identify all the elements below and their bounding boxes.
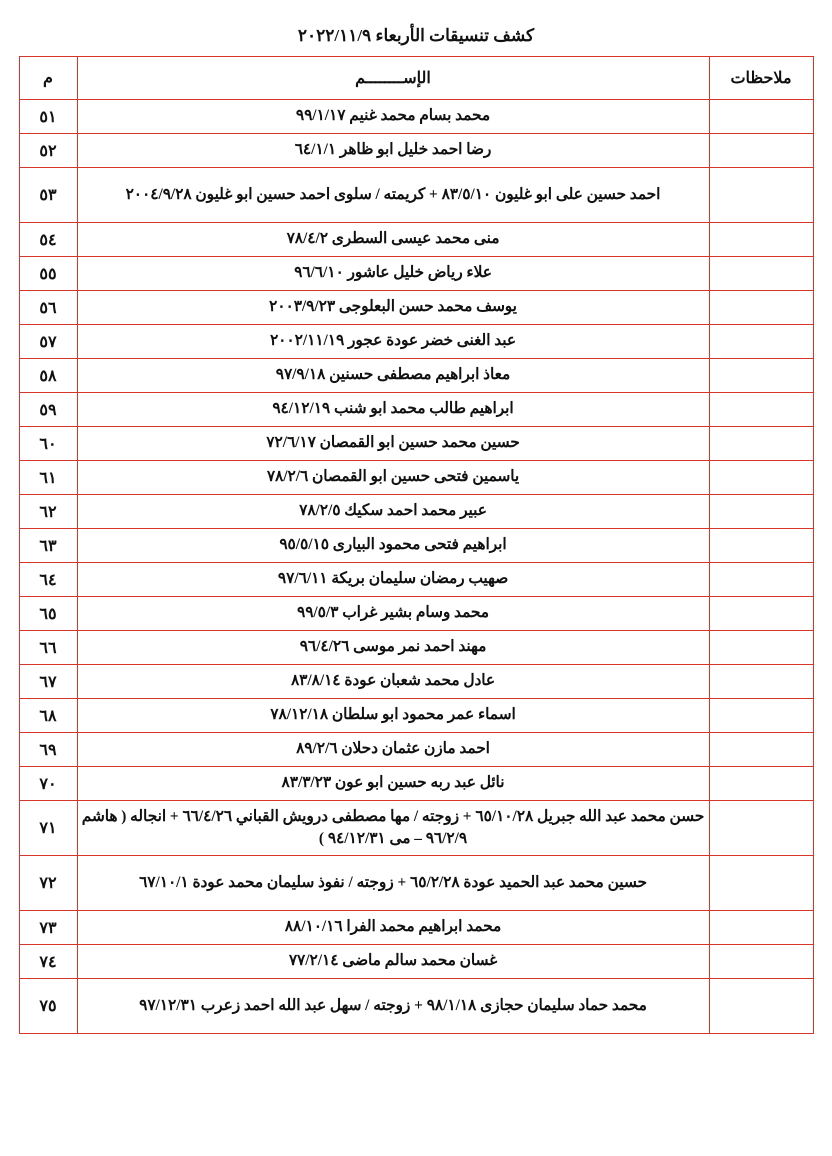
cell-name: مهند احمد نمر موسى ٩٦/٤/٢٦: [77, 631, 709, 665]
column-header-notes: ملاحظات: [709, 57, 813, 100]
cell-number: ٧٤: [19, 945, 77, 979]
table-row: [19, 461, 813, 495]
cell-name: نائل عبد ربه حسين ابو عون ٨٣/٣/٢٣: [77, 767, 709, 801]
cell-name: حسين محمد عبد الحميد عودة ٦٥/٢/٢٨ + زوجته / نفوذ سليمان محمد عودة ٦٧/١٠/١: [77, 856, 709, 911]
cell-number: ٥٨: [19, 359, 77, 393]
column-header-name: الإســــــــم: [77, 57, 709, 100]
cell-name: محمد وسام بشير غراب ٩٩/٥/٣: [77, 597, 709, 631]
cell-name: اسماء عمر محمود ابو سلطان ٧٨/١٢/١٨: [77, 699, 709, 733]
cell-number: ٦٣: [19, 529, 77, 563]
table-row: [19, 291, 813, 325]
cell-number: ٥٦: [19, 291, 77, 325]
cell-notes: [709, 856, 813, 911]
cell-number: ٥٥: [19, 257, 77, 291]
cell-name: عبد الغنى خضر عودة عجور ٢٠٠٢/١١/١٩: [77, 325, 709, 359]
table-row: [19, 911, 813, 945]
cell-name: يوسف محمد حسن البعلوجى ٢٠٠٣/٩/٢٣: [77, 291, 709, 325]
cell-name: ابراهيم فتحى محمود البيارى ٩٥/٥/١٥: [77, 529, 709, 563]
cell-notes: [709, 665, 813, 699]
cell-notes: [709, 427, 813, 461]
cell-notes: [709, 461, 813, 495]
cell-notes: [709, 223, 813, 257]
table-row: [19, 427, 813, 461]
cell-name: احمد مازن عثمان دحلان ٨٩/٢/٦: [77, 733, 709, 767]
cell-name: ياسمين فتحى حسين ابو القمصان ٧٨/٢/٦: [77, 461, 709, 495]
cell-number: ٦٢: [19, 495, 77, 529]
cell-notes: [709, 257, 813, 291]
table-row: [19, 733, 813, 767]
table-row: [19, 257, 813, 291]
cell-notes: [709, 563, 813, 597]
table-row: [19, 563, 813, 597]
cell-name: علاء رياض خليل عاشور ٩٦/٦/١٠: [77, 257, 709, 291]
cell-notes: [709, 100, 813, 134]
table-row: [19, 325, 813, 359]
table-row: [19, 393, 813, 427]
cell-name: عادل محمد شعبان عودة ٨٣/٨/١٤: [77, 665, 709, 699]
table-row: [19, 801, 813, 856]
cell-name: معاذ ابراهيم مصطفى حسنين ٩٧/٩/١٨: [77, 359, 709, 393]
cell-name: حسن محمد عبد الله جبريل ٦٥/١٠/٢٨ + زوجته / مها مصطفى درويش القباني ٦٦/٤/٢٦ + انجاله ( هاشم ٩٦/٢/٩ – مى ٩٤/١٢/٣١ ): [77, 801, 709, 856]
cell-name: رضا احمد خليل ابو ظاهر ٦٤/١/١: [77, 134, 709, 168]
cell-notes: [709, 168, 813, 223]
cell-notes: [709, 699, 813, 733]
cell-notes: [709, 529, 813, 563]
table-row: [19, 699, 813, 733]
cell-number: ٥٩: [19, 393, 77, 427]
table-row: [19, 168, 813, 223]
cell-name: محمد بسام محمد غنيم ٩٩/١/١٧: [77, 100, 709, 134]
table-row: [19, 100, 813, 134]
cell-number: ٦٥: [19, 597, 77, 631]
cell-number: ٥٢: [19, 134, 77, 168]
table-row: [19, 856, 813, 911]
table-header-row: [19, 57, 813, 100]
table-row: [19, 495, 813, 529]
cell-notes: [709, 495, 813, 529]
table-row: [19, 767, 813, 801]
cell-name: غسان محمد سالم ماضى ٧٧/٢/١٤: [77, 945, 709, 979]
table-row: [19, 945, 813, 979]
cell-name: حسين محمد حسين ابو القمصان ٧٢/٦/١٧: [77, 427, 709, 461]
cell-notes: [709, 945, 813, 979]
column-header-number: م: [19, 57, 77, 100]
cell-notes: [709, 359, 813, 393]
table-row: [19, 529, 813, 563]
cell-number: ٧٢: [19, 856, 77, 911]
cell-number: ٥٤: [19, 223, 77, 257]
cell-notes: [709, 393, 813, 427]
cell-number: ٦٠: [19, 427, 77, 461]
cell-name: محمد ابراهيم محمد الفرا ٨٨/١٠/١٦: [77, 911, 709, 945]
cell-number: ٦٤: [19, 563, 77, 597]
cell-notes: [709, 767, 813, 801]
cell-number: ٧٠: [19, 767, 77, 801]
table-row: [19, 597, 813, 631]
table-row: [19, 134, 813, 168]
table-row: [19, 359, 813, 393]
cell-name: عبير محمد احمد سكيك ٧٨/٢/٥: [77, 495, 709, 529]
table-header: [19, 57, 813, 100]
table-row: [19, 631, 813, 665]
cell-name: منى محمد عيسى السطرى ٧٨/٤/٢: [77, 223, 709, 257]
cell-notes: [709, 911, 813, 945]
table-body: [19, 100, 813, 1034]
table-row: [19, 665, 813, 699]
cell-notes: [709, 597, 813, 631]
cell-number: ٦١: [19, 461, 77, 495]
cell-number: ٦٨: [19, 699, 77, 733]
page-title: كشف تنسيقات الأربعاء ٢٠٢٢/١١/٩: [297, 26, 535, 45]
cell-number: ٥٣: [19, 168, 77, 223]
coordination-table: [19, 56, 814, 1034]
cell-number: ٧١: [19, 801, 77, 856]
cell-number: ٥٧: [19, 325, 77, 359]
cell-name: محمد حماد سليمان حجازى ٩٨/١/١٨ + زوجته / سهل عبد الله احمد زعرب ٩٧/١٢/٣١: [77, 979, 709, 1034]
cell-notes: [709, 631, 813, 665]
cell-number: ٥١: [19, 100, 77, 134]
table-row: [19, 979, 813, 1034]
cell-number: ٧٥: [19, 979, 77, 1034]
table-row: [19, 223, 813, 257]
cell-number: ٦٦: [19, 631, 77, 665]
cell-number: ٧٣: [19, 911, 77, 945]
cell-notes: [709, 134, 813, 168]
cell-name: احمد حسين على ابو غليون ٨٣/٥/١٠ + كريمته / سلوى احمد حسين ابو غليون ٢٠٠٤/٩/٢٨: [77, 168, 709, 223]
cell-notes: [709, 291, 813, 325]
cell-name: ابراهيم طالب محمد ابو شنب ٩٤/١٢/١٩: [77, 393, 709, 427]
cell-notes: [709, 325, 813, 359]
cell-number: ٦٧: [19, 665, 77, 699]
cell-notes: [709, 801, 813, 856]
cell-notes: [709, 979, 813, 1034]
cell-name: صهيب رمضان سليمان بريكة ٩٧/٦/١١: [77, 563, 709, 597]
cell-number: ٦٩: [19, 733, 77, 767]
cell-notes: [709, 733, 813, 767]
